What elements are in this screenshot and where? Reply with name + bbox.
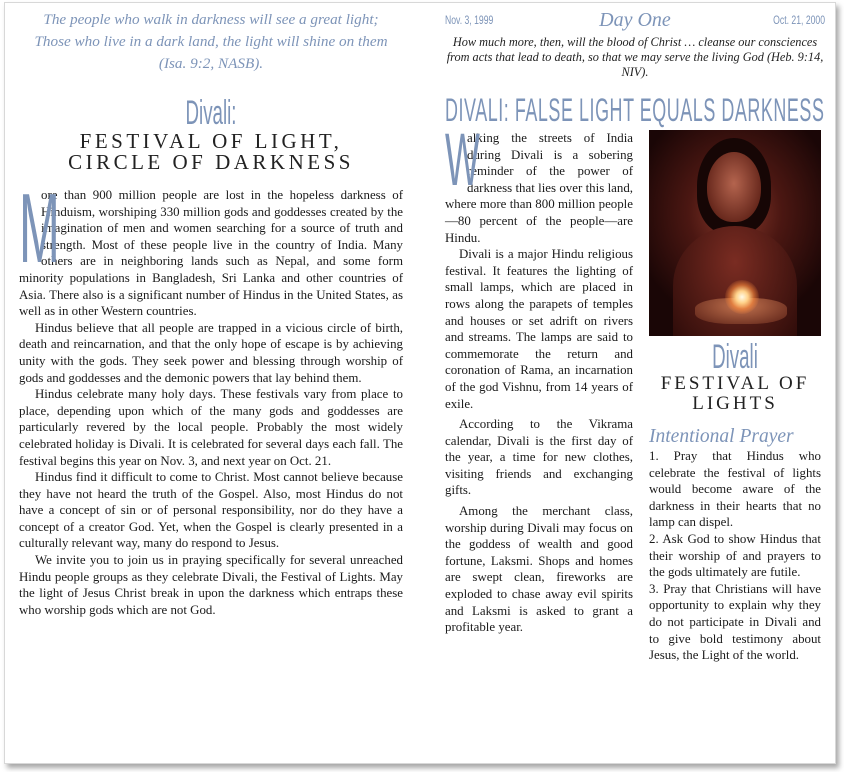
sidebar-title: Divali: [712, 338, 758, 376]
prayer-list: [649, 448, 821, 664]
right-epigraph: How much more, then, will the blood of Christ … cleanse our consciences from acts that lead to death, so that we may serve the living God (Heb. 9:14, NIV).: [446, 35, 824, 79]
left-dropcap: M: [19, 173, 60, 283]
right-headline: DIVALI: FALSE LIGHT EQUALS DARKNESS: [445, 92, 825, 128]
sparkler-light: [725, 280, 759, 314]
left-subtitle-line1: FESTIVAL OF LIGHT,: [79, 129, 343, 153]
prayer-item-2: 2. Ask God to show Hindus that their worship of and prayers to the gods ultimately are futile.: [649, 531, 821, 580]
left-paragraph-1: [19, 173, 403, 320]
left-paragraph-2: Hindus believe that all people are trapped in a vicious circle of birth, death and reincarnation, and that the only hope of escape is by achieving unity with the gods. They seek power and blessing through worship of gods and goddesses and the demonic powers that lay behind them.: [19, 320, 403, 385]
left-subtitle-line2: CIRCLE OF DARKNESS: [68, 150, 354, 174]
right-paragraph-3: According to the Vikrama calendar, Divali is the first day of the year, a time for new clothes, visiting friends and exchanging gifts.: [445, 417, 633, 498]
left-paragraph-1-text: ore than 900 million people are lost in the hopeless darkness of Hinduism, worshiping 330 million gods and goddesses created by the imagination of men and women searching for a source of truth and strength. Most of these people live in the country of India. Many others are in neighboring lands such as Nepal, and some form minority populations in Bangladesh, Sri Lanka and other countries of Asia. There also is a significant number of Hindus in the United States, as well as in other Western countries.: [19, 188, 403, 319]
prayer-heading: Intentional Prayer: [649, 426, 794, 447]
left-paragraph-5: We invite you to join us in praying specifically for several unreached Hindu people groups as they celebrate Divali, the Festival of Lights. May the light of Jesus Christ break in upon the darkness which entraps these who worship gods which are not God.: [19, 553, 403, 617]
right-body: [445, 118, 633, 636]
right-paragraph-2: Divali is a major Hindu religious festival. It features the lighting of small lamps, which are placed in rows along the parapets of temples and houses or set adrift on rivers and streams. The lamps are said to commemorate the return and coronation of Rama, an incarnation of the god Vishnu, from 14 years of exile.: [445, 247, 633, 411]
right-paragraph-4: Among the merchant class, worship during Divali may focus on the goddess of wealth and good fortune, Laksmi. Shops and homes are swept clean, fireworks are exploded to chase away evil spirits and Laksmi is asked to grant a profitable year.: [445, 504, 633, 635]
prayer-item-3: 3. Pray that Christians will have opportunity to explain why they do not participate in Divali and to give bold testimony about Jesus, the Light of the world.: [649, 581, 821, 663]
left-column: [19, 9, 403, 618]
left-body: [19, 173, 403, 618]
prayer-item-1: 1. Pray that Hindus who celebrate the festival of lights would become aware of the darkness in their hearts that no lamp can dispel.: [649, 449, 821, 530]
left-epigraph: The people who walk in darkness will see a great light; Those who live in a dark land, the light will shine on them (Isa. 9:2, NASB).: [34, 11, 388, 72]
sidebar: [649, 130, 821, 664]
right-column: [445, 9, 825, 663]
sidebar-subtitle-line2: LIGHTS: [692, 393, 778, 414]
photo-face: [707, 152, 761, 222]
left-paragraph-4: Hindus find it difficult to come to Christ. Most cannot believe because they have not heard the truth of the Gospel. Also, most Hindus do not have a concept of sin or of personal responsibility, nor do they have a concept of a creator God. Yet, when the Gospel is clearly presented in a culturally relevant way, many do respond to Jesus.: [19, 470, 403, 551]
photo-woman-with-sparkler: [649, 130, 821, 336]
sidebar-subtitle-line1: FESTIVAL OF: [660, 373, 810, 394]
left-title: Divali:: [185, 94, 237, 132]
day-title: Day One: [599, 9, 671, 31]
right-paragraph-1-text: alking the streets of India during Divali is a sobering reminder of the power of darkness that lies over this land, where more than 800 million people—80 percent of the people—are Hindu.: [445, 131, 633, 245]
date-left: Nov. 3, 1999: [445, 13, 494, 27]
date-right: Oct. 21, 2000: [773, 13, 825, 27]
right-dropcap: W: [445, 118, 480, 201]
right-paragraph-1: [445, 118, 633, 246]
document-page: [4, 2, 836, 764]
dateline: [445, 9, 825, 31]
left-paragraph-3: Hindus celebrate many holy days. These festivals vary from place to place, depending upon which of the many gods and goddesses are particularly revered by the local people. Probably the most widely celebrated holiday is Divali. It is celebrated for several days each fall. The festival begins this year on Nov. 3, and next year on Oct. 21.: [19, 387, 403, 468]
